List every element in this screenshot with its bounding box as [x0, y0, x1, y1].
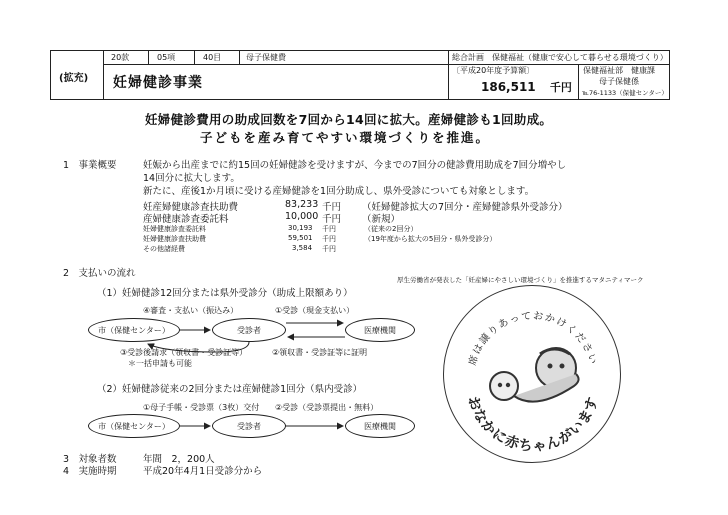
flow-1-step-3: ③受診後請求（領収書・受診証等）: [120, 348, 248, 357]
dept-tel: ℡76-1133（保健センター）: [582, 89, 668, 97]
mark-top-text: 席は譲りあっておかけください: [467, 310, 599, 367]
node-label: 受診者: [237, 421, 261, 431]
mother-baby-icon: [490, 348, 579, 402]
budget-item-unit: 千円: [322, 214, 342, 225]
dept-section: 母子保健係: [599, 77, 639, 86]
budget-item-name: 産婦健康診査委託料: [143, 214, 229, 225]
section-1-para-1: 妊娠から出産までに約15回の妊婦健診を受けますが、今までの7回分の健診費用助成を7回分増やし: [143, 160, 567, 171]
mark-bottom-text: おなかに赤ちゃんがいます: [464, 394, 602, 455]
budget-item-note: （新規）: [362, 214, 401, 225]
section-1-heading: 1 事業概要: [63, 160, 117, 171]
plan-text: 総合計画 保健福祉（健康で安心して暮らせる環境づくり）: [452, 53, 668, 62]
node-label: 市（保健センター）: [98, 325, 170, 335]
budget-item-amount: 3,584: [292, 244, 313, 252]
node-label: 医療機関: [364, 421, 396, 431]
budget-item-name: 妊婦健康診査扶助費: [143, 235, 206, 243]
section-3-heading: 3 対象者数: [63, 454, 117, 465]
budget-item-note: （妊婦健診拡大の7回分・産婦健診県外受診分）: [362, 202, 568, 213]
budget-code-kou: 05項: [157, 53, 176, 62]
budget-item-name: 妊産婦健康診査扶助費: [143, 202, 239, 213]
budget-item-amount: 83,233: [285, 199, 319, 210]
flow-1-step-4: ④審査・支払い（振込み）: [143, 306, 239, 315]
page-title: 妊婦健診事業: [113, 75, 203, 91]
flow-1-step-1: ①受診（現金支払い）: [275, 306, 355, 315]
section-1-para-2: 14回分に拡大します。: [143, 173, 240, 184]
section-1-para-3: 新たに、産後1か月頃に受ける産婦健診を1回分助成し、県外受診についても対象とします。: [143, 186, 535, 197]
budget-item-note: （19年度から拡大の5回分・県外受診分）: [364, 235, 497, 243]
section-4-heading: 4 実施時期: [63, 466, 117, 477]
arrow-patient-to-city: [148, 342, 249, 352]
budget-item-note: （従来の2回分）: [364, 225, 418, 233]
budget-item-amount: 59,501: [288, 234, 313, 242]
lead-line-1: 妊婦健診費用の助成回数を7回から14回に拡大。産婦健診も1回助成。: [145, 112, 553, 127]
flow-1-step-2: ②領収書・受診証等に証明: [272, 348, 368, 357]
lead-line-2: 子どもを産み育てやすい環境づくりを推進。: [200, 130, 491, 145]
flow-2-step-2: ②受診（受診票提出・無料）: [275, 403, 379, 412]
budget-item-name: その他諸経費: [143, 245, 185, 253]
budget-code-name: 母子保健費: [246, 53, 286, 62]
budget-item-unit: 千円: [322, 245, 336, 253]
category-tag: (拡充): [59, 73, 89, 84]
budget-code-moku: 40目: [203, 53, 222, 62]
flow-1-title: （1）妊婦健診12回分または県外受診分（助成上限額あり）: [97, 288, 353, 299]
flow-2-clinic-node: [345, 414, 415, 438]
budget-item-amount: 10,000: [285, 211, 319, 222]
budget-item-amount: 30,193: [288, 224, 313, 232]
node-label: 市（保健センター）: [98, 421, 170, 431]
maternity-mark-caption: 厚生労働省が発表した「妊産婦にやさしい環境づくり」を推進するマタニティマーク: [397, 276, 644, 284]
budget-item-name: 妊婦健康診査委託料: [143, 225, 206, 233]
node-label: 医療機関: [364, 325, 396, 335]
maternity-mark: [443, 285, 621, 463]
flow-2-title: （2）妊婦健診従来の2回分または産婦健診1回分（県内受診）: [97, 384, 363, 395]
flow-2-step-1: ①母子手帳・受診票（3枚）交付: [143, 403, 260, 412]
flow-1-step-3-note: ＊一括申請も可能: [128, 359, 192, 368]
node-label: 受診者: [237, 325, 261, 335]
flow-2-city-node: [88, 414, 180, 438]
section-3-value: 年間 2，200人: [143, 454, 215, 465]
dept-name: 保健福祉部 健康課: [583, 66, 655, 75]
flow-2-patient-node: [212, 414, 286, 438]
budget-item-unit: 千円: [322, 235, 336, 243]
section-4-value: 平成20年4月1日受診分から: [143, 466, 263, 477]
budget-item-unit: 千円: [322, 202, 342, 213]
maternity-mark-graphic: [444, 286, 622, 464]
budget-code-kan: 20款: [111, 53, 130, 62]
budget-label: 〔平成20年度予算額〕: [452, 66, 535, 75]
budget-amount-unit: 千円: [549, 81, 572, 94]
budget-item-unit: 千円: [322, 225, 336, 233]
section-2-heading: 2 支払いの流れ: [63, 268, 136, 279]
budget-amount-value: 186,511: [481, 80, 536, 94]
